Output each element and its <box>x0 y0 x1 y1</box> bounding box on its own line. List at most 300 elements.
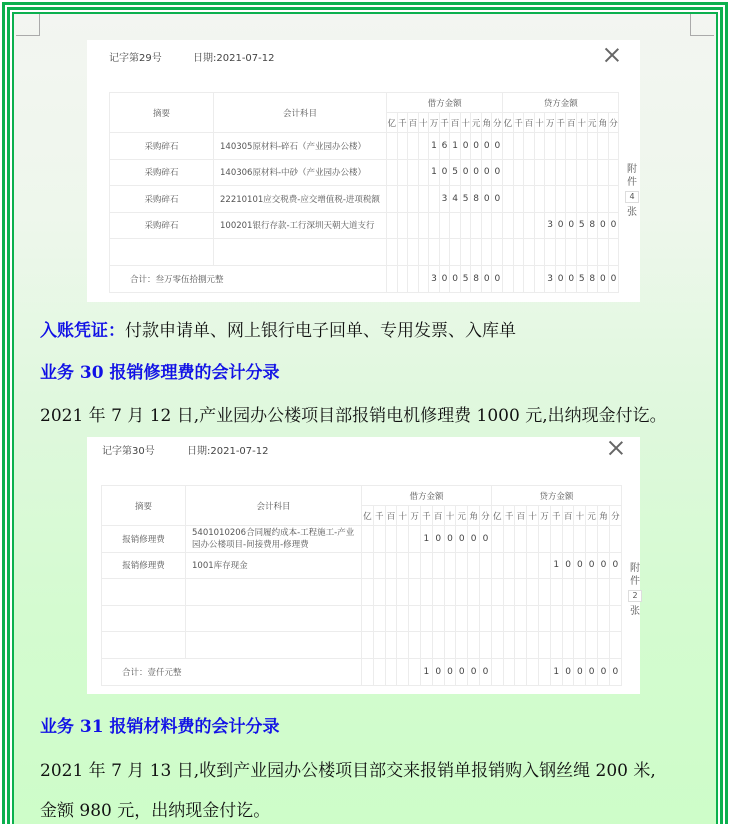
debit-digit <box>468 579 480 606</box>
debit-digit: 6 <box>439 133 450 160</box>
credit-digit: 8 <box>587 212 598 239</box>
header-unit: 角 <box>598 506 610 526</box>
credit-digit: 0 <box>574 552 586 579</box>
debit-digit: 1 <box>450 133 461 160</box>
header-credit: 贷方金额 <box>503 93 619 113</box>
header-unit: 亿 <box>491 506 503 526</box>
debit-digit <box>471 212 482 239</box>
total-debit-digit: 0 <box>456 658 468 685</box>
debit-digit <box>397 239 408 266</box>
total-credit-digit <box>515 658 527 685</box>
credit-digit <box>576 186 587 213</box>
total-debit-digit <box>397 265 408 292</box>
total-credit-digit: 5 <box>576 265 587 292</box>
header-unit: 亿 <box>387 113 398 133</box>
debit-digit: 5 <box>450 159 461 186</box>
debit-digit <box>409 605 421 632</box>
credit-digit: 0 <box>598 552 610 579</box>
row-summary[interactable]: 报销修理费 <box>102 526 186 553</box>
credit-digit <box>513 159 524 186</box>
debit-digit <box>397 186 408 213</box>
credit-digit <box>534 159 545 186</box>
debit-digit: 0 <box>481 133 492 160</box>
debit-digit: 0 <box>460 133 471 160</box>
credit-digit <box>539 552 551 579</box>
debit-digit <box>450 239 461 266</box>
debit-digit: 1 <box>429 133 440 160</box>
voucher-date: 日期:2021-07-12 <box>193 53 275 64</box>
attachment-count-input[interactable]: 2 <box>628 590 642 602</box>
credit-digit <box>566 133 577 160</box>
row-summary[interactable]: 采购碎石 <box>110 133 214 160</box>
credit-digit <box>587 186 598 213</box>
credit-digit <box>609 579 621 606</box>
header-unit: 元 <box>471 113 482 133</box>
debit-digit: 0 <box>471 159 482 186</box>
paragraph-business-30: 2021 年 7 月 12 日,产业园办公楼项目部报销电机修理费 1000 元,出纳现金付讫。 <box>40 406 667 426</box>
credit-digit <box>534 186 545 213</box>
total-credit-digit <box>491 658 503 685</box>
header-unit: 分 <box>608 113 619 133</box>
total-label: 合计：叁万零伍拾捌元整 <box>110 265 387 292</box>
header-unit: 百 <box>566 113 577 133</box>
credit-digit <box>491 579 503 606</box>
credit-digit <box>527 632 539 659</box>
attachment-count-input[interactable]: 4 <box>625 191 639 203</box>
debit-digit <box>492 212 503 239</box>
total-credit-digit: 0 <box>598 658 610 685</box>
credit-digit <box>574 605 586 632</box>
attachment-label-mid: 件 <box>630 576 640 587</box>
voucher-row[interactable] <box>110 212 619 239</box>
credit-digit <box>524 159 535 186</box>
total-credit-digit: 3 <box>545 265 556 292</box>
credit-digit <box>503 159 514 186</box>
credit-digit: 0 <box>555 212 566 239</box>
debit-digit <box>408 212 419 239</box>
credit-digit <box>550 632 562 659</box>
debit-digit <box>420 632 432 659</box>
debit-digit: 0 <box>456 526 468 553</box>
debit-digit <box>420 579 432 606</box>
header-unit: 元 <box>587 113 598 133</box>
total-credit-digit: 0 <box>598 265 609 292</box>
debit-digit <box>456 632 468 659</box>
total-credit-digit <box>534 265 545 292</box>
voucher-number: 记字第30号 <box>102 446 155 457</box>
debit-digit: 0 <box>471 133 482 160</box>
row-account[interactable] <box>214 239 387 266</box>
total-debit-digit <box>397 658 409 685</box>
debit-digit <box>418 133 429 160</box>
total-debit-digit: 0 <box>432 658 444 685</box>
credit-digit <box>524 186 535 213</box>
debit-digit: 0 <box>481 186 492 213</box>
header-unit: 百 <box>450 113 461 133</box>
header-unit: 角 <box>468 506 480 526</box>
debit-digit <box>456 552 468 579</box>
credit-digit <box>566 159 577 186</box>
credit-digit <box>555 186 566 213</box>
credit-digit <box>503 133 514 160</box>
credit-digit <box>513 133 524 160</box>
entry-documents-text: 付款申请单、网上银行电子回单、专用发票、入库单 <box>125 321 516 341</box>
debit-digit <box>387 212 398 239</box>
debit-digit <box>362 632 374 659</box>
total-debit-digit <box>385 658 397 685</box>
credit-digit <box>562 632 574 659</box>
voucher-30 <box>87 437 640 694</box>
header-account: 会计科目 <box>186 486 362 526</box>
debit-digit <box>397 552 409 579</box>
debit-digit <box>418 212 429 239</box>
header-debit: 借方金额 <box>387 93 503 113</box>
total-label: 合计：壹仟元整 <box>102 658 362 685</box>
debit-digit <box>387 159 398 186</box>
debit-digit <box>397 526 409 553</box>
header-credit: 贷方金额 <box>491 486 621 506</box>
header-unit: 千 <box>550 506 562 526</box>
credit-digit <box>534 239 545 266</box>
total-debit-digit: 0 <box>439 265 450 292</box>
debit-digit: 0 <box>481 159 492 186</box>
close-icon[interactable] <box>608 440 624 456</box>
credit-digit <box>545 186 556 213</box>
credit-digit <box>587 133 598 160</box>
debit-digit <box>373 552 385 579</box>
debit-digit <box>450 212 461 239</box>
header-unit: 万 <box>429 113 440 133</box>
credit-digit <box>598 133 609 160</box>
row-account[interactable] <box>186 632 362 659</box>
debit-digit <box>397 133 408 160</box>
row-account[interactable]: 5401010206合同履约成本-工程施工-产业园办公楼项目-间接费用-修理费 <box>186 526 362 553</box>
voucher-row[interactable] <box>102 605 622 632</box>
debit-digit: 0 <box>492 133 503 160</box>
debit-digit: 0 <box>492 186 503 213</box>
debit-digit <box>432 552 444 579</box>
total-credit-digit <box>513 265 524 292</box>
header-unit: 千 <box>555 113 566 133</box>
row-account[interactable]: 100201银行存款-工行深圳天朝大道支行 <box>214 212 387 239</box>
credit-digit <box>550 526 562 553</box>
header-unit: 十 <box>527 506 539 526</box>
voucher-row[interactable] <box>102 632 622 659</box>
close-icon[interactable] <box>604 47 620 63</box>
credit-digit <box>503 579 515 606</box>
header-unit: 千 <box>397 113 408 133</box>
paragraph-business-31-line1: 2021 年 7 月 13 日,收到产业园办公楼项目部交来报销单报销购入钢丝绳 200 米, <box>40 761 656 781</box>
credit-digit <box>608 133 619 160</box>
debit-digit <box>387 186 398 213</box>
credit-digit <box>513 212 524 239</box>
voucher-29 <box>87 40 640 302</box>
total-credit-digit: 0 <box>555 265 566 292</box>
total-debit-digit: 0 <box>492 265 503 292</box>
credit-digit <box>576 133 587 160</box>
debit-digit <box>444 605 456 632</box>
header-unit: 百 <box>515 506 527 526</box>
credit-digit <box>503 632 515 659</box>
credit-digit <box>539 579 551 606</box>
debit-digit <box>481 212 492 239</box>
credit-digit <box>550 579 562 606</box>
debit-digit: 0 <box>460 159 471 186</box>
debit-digit <box>460 239 471 266</box>
credit-digit <box>545 239 556 266</box>
debit-digit <box>460 212 471 239</box>
header-unit: 百 <box>432 506 444 526</box>
debit-digit <box>408 239 419 266</box>
total-debit-digit <box>408 265 419 292</box>
credit-digit <box>524 212 535 239</box>
row-summary[interactable] <box>102 605 186 632</box>
credit-digit <box>534 212 545 239</box>
credit-digit <box>609 605 621 632</box>
header-unit: 千 <box>420 506 432 526</box>
attachment-label-bottom: 张 <box>627 207 637 218</box>
credit-digit: 3 <box>545 212 556 239</box>
entry-documents-paragraph <box>40 316 516 341</box>
total-debit-digit <box>418 265 429 292</box>
header-unit: 十 <box>397 506 409 526</box>
voucher-row[interactable] <box>110 239 619 266</box>
credit-digit: 0 <box>562 552 574 579</box>
row-summary[interactable]: 采购碎石 <box>110 159 214 186</box>
debit-digit <box>481 239 492 266</box>
total-debit-digit <box>409 658 421 685</box>
header-unit: 万 <box>539 506 551 526</box>
credit-digit <box>598 632 610 659</box>
voucher-row[interactable] <box>102 552 622 579</box>
total-debit-digit: 1 <box>420 658 432 685</box>
header-unit: 十 <box>574 506 586 526</box>
credit-digit <box>503 605 515 632</box>
voucher-row[interactable] <box>102 526 622 553</box>
credit-digit <box>562 605 574 632</box>
attachment-count <box>625 163 639 219</box>
row-account[interactable] <box>186 605 362 632</box>
debit-digit <box>387 133 398 160</box>
debit-digit <box>468 632 480 659</box>
debit-digit <box>397 605 409 632</box>
credit-digit <box>566 186 577 213</box>
credit-digit <box>587 239 598 266</box>
row-summary[interactable] <box>102 579 186 606</box>
debit-digit <box>385 526 397 553</box>
debit-digit <box>418 186 429 213</box>
debit-digit <box>439 239 450 266</box>
debit-digit: 5 <box>460 186 471 213</box>
debit-digit <box>409 579 421 606</box>
credit-digit <box>576 159 587 186</box>
credit-digit <box>527 579 539 606</box>
credit-digit <box>527 552 539 579</box>
header-summary: 摘要 <box>102 486 186 526</box>
credit-digit: 5 <box>576 212 587 239</box>
credit-digit <box>562 579 574 606</box>
credit-digit <box>608 186 619 213</box>
credit-digit <box>598 239 609 266</box>
credit-digit <box>524 133 535 160</box>
credit-digit <box>527 605 539 632</box>
credit-digit <box>515 552 527 579</box>
debit-digit: 0 <box>432 526 444 553</box>
debit-digit <box>418 159 429 186</box>
debit-digit <box>373 579 385 606</box>
debit-digit: 0 <box>479 526 491 553</box>
row-account[interactable]: 22210101应交税费-应交增值税-进项税额 <box>214 186 387 213</box>
credit-digit <box>598 526 610 553</box>
attachment-label-top: 附 <box>627 164 637 175</box>
credit-digit <box>574 632 586 659</box>
header-unit: 分 <box>609 506 621 526</box>
credit-digit <box>545 159 556 186</box>
attachment-label-top: 附 <box>630 563 640 574</box>
header-unit: 角 <box>598 113 609 133</box>
debit-digit <box>429 212 440 239</box>
total-debit-digit: 3 <box>429 265 440 292</box>
credit-digit <box>539 632 551 659</box>
debit-digit <box>479 605 491 632</box>
credit-digit <box>574 579 586 606</box>
header-unit: 百 <box>562 506 574 526</box>
voucher-date: 日期:2021-07-12 <box>187 446 269 457</box>
credit-digit <box>524 239 535 266</box>
debit-digit <box>444 579 456 606</box>
total-credit-digit <box>503 658 515 685</box>
crop-mark-right <box>690 14 714 36</box>
total-credit-digit <box>539 658 551 685</box>
row-summary[interactable] <box>110 239 214 266</box>
header-unit: 元 <box>456 506 468 526</box>
credit-digit <box>503 526 515 553</box>
voucher-row[interactable] <box>110 159 619 186</box>
row-account[interactable]: 140305原材料-碎石（产业园办公楼） <box>214 133 387 160</box>
debit-digit <box>492 239 503 266</box>
header-unit: 十 <box>534 113 545 133</box>
debit-digit <box>362 579 374 606</box>
debit-digit <box>456 605 468 632</box>
row-summary[interactable]: 采购碎石 <box>110 186 214 213</box>
credit-digit <box>586 579 598 606</box>
row-account[interactable]: 1001库存现金 <box>186 552 362 579</box>
debit-digit <box>385 552 397 579</box>
credit-digit <box>598 605 610 632</box>
debit-digit <box>362 605 374 632</box>
row-account[interactable]: 140306原材料-中砂（产业园办公楼） <box>214 159 387 186</box>
debit-digit <box>456 579 468 606</box>
total-credit-digit <box>503 265 514 292</box>
header-unit: 亿 <box>503 113 514 133</box>
entry-documents-label: 入账凭证： <box>40 321 125 341</box>
crop-mark-left <box>16 14 40 36</box>
header-unit: 百 <box>385 506 397 526</box>
credit-digit <box>555 133 566 160</box>
debit-digit <box>385 605 397 632</box>
debit-digit <box>373 605 385 632</box>
credit-digit: 0 <box>586 552 598 579</box>
total-credit-digit <box>527 658 539 685</box>
header-unit: 万 <box>409 506 421 526</box>
debit-digit <box>439 212 450 239</box>
header-unit: 分 <box>492 113 503 133</box>
total-debit-digit: 5 <box>460 265 471 292</box>
voucher-row[interactable] <box>110 186 619 213</box>
debit-digit <box>432 579 444 606</box>
debit-digit <box>471 239 482 266</box>
debit-digit <box>408 133 419 160</box>
debit-digit <box>409 526 421 553</box>
header-unit: 元 <box>586 506 598 526</box>
debit-digit <box>468 605 480 632</box>
credit-digit <box>562 526 574 553</box>
header-unit: 万 <box>545 113 556 133</box>
debit-digit <box>397 632 409 659</box>
header-unit: 千 <box>373 506 385 526</box>
paragraph-business-31-line2: 金额 980 元，出纳现金付讫。 <box>40 801 271 821</box>
header-account: 会计科目 <box>214 93 387 133</box>
credit-digit <box>586 632 598 659</box>
header-unit: 百 <box>408 113 419 133</box>
credit-digit <box>527 526 539 553</box>
debit-digit <box>408 186 419 213</box>
credit-digit <box>608 159 619 186</box>
header-unit: 千 <box>503 506 515 526</box>
row-summary[interactable]: 采购碎石 <box>110 212 214 239</box>
debit-digit <box>409 552 421 579</box>
credit-digit <box>555 159 566 186</box>
row-summary[interactable] <box>102 632 186 659</box>
row-summary[interactable]: 报销修理费 <box>102 552 186 579</box>
total-debit-digit <box>373 658 385 685</box>
credit-digit <box>609 526 621 553</box>
credit-digit <box>491 552 503 579</box>
row-account[interactable] <box>186 579 362 606</box>
debit-digit <box>373 632 385 659</box>
voucher-table <box>101 485 622 686</box>
header-unit: 千 <box>439 113 450 133</box>
total-credit-digit <box>524 265 535 292</box>
heading-business-30: 业务 30 报销修理费的会计分录 <box>40 363 280 383</box>
credit-digit: 1 <box>550 552 562 579</box>
credit-digit <box>586 526 598 553</box>
header-unit: 十 <box>444 506 456 526</box>
debit-digit <box>432 605 444 632</box>
debit-digit <box>397 212 408 239</box>
debit-digit <box>429 186 440 213</box>
total-credit-digit: 0 <box>574 658 586 685</box>
header-unit: 十 <box>576 113 587 133</box>
debit-digit <box>385 579 397 606</box>
debit-digit: 8 <box>471 186 482 213</box>
attachment-count <box>628 562 642 618</box>
total-debit-digit: 0 <box>479 658 491 685</box>
voucher-row[interactable] <box>110 133 619 160</box>
voucher-row[interactable] <box>102 579 622 606</box>
credit-digit <box>609 632 621 659</box>
debit-digit <box>420 552 432 579</box>
credit-digit <box>598 159 609 186</box>
debit-digit <box>444 552 456 579</box>
debit-digit: 0 <box>439 159 450 186</box>
debit-digit <box>479 579 491 606</box>
total-debit-digit: 0 <box>450 265 461 292</box>
total-credit-digit: 8 <box>587 265 598 292</box>
debit-digit <box>479 552 491 579</box>
header-debit: 借方金额 <box>362 486 492 506</box>
credit-digit <box>598 186 609 213</box>
